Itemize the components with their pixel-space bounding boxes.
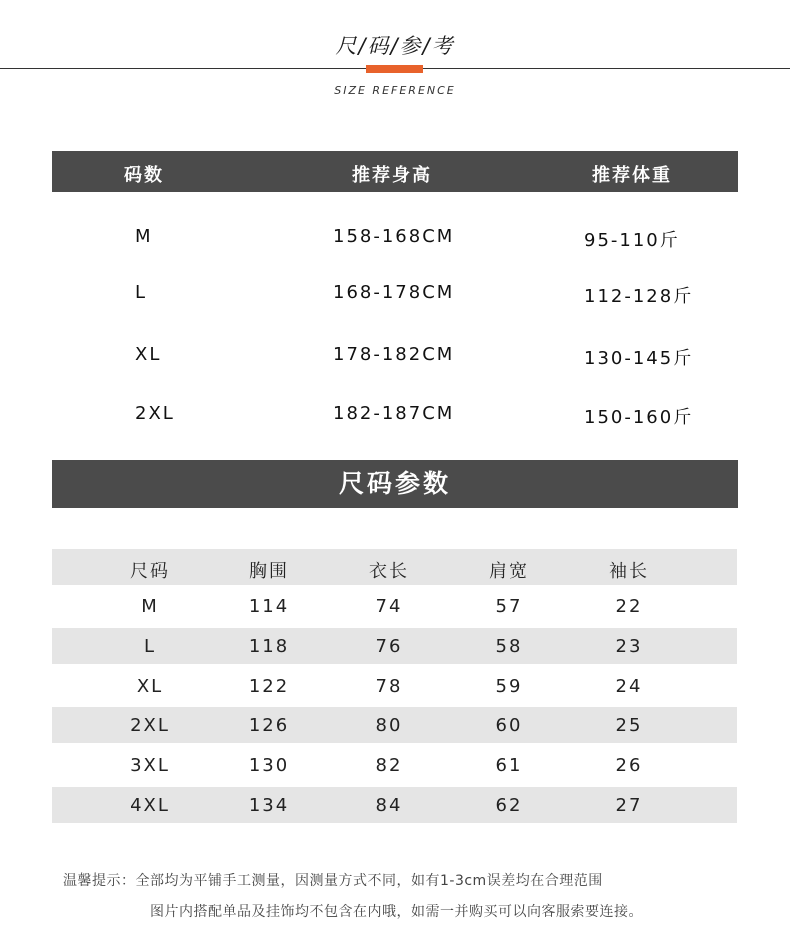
params-cell-sleeve: 22 (615, 596, 643, 617)
params-cell-length: 82 (375, 755, 403, 776)
recommend-header-height: 推荐身高 (352, 165, 432, 186)
params-cell-shoulder: 58 (495, 636, 523, 657)
params-cell-size: XL (136, 676, 164, 697)
params-cell-chest: 126 (248, 715, 290, 736)
params-row (52, 668, 737, 704)
params-table-header (52, 549, 737, 585)
recommend-cell-size: L (135, 282, 148, 303)
recommend-row (52, 342, 738, 368)
params-header-sleeve: 袖长 (609, 561, 649, 582)
params-cell-size: M (141, 596, 159, 617)
header-accent-bar (366, 65, 423, 73)
recommend-header-weight: 推荐体重 (592, 165, 672, 186)
params-header-chest: 胸围 (249, 561, 289, 582)
params-cell-length: 74 (375, 596, 403, 617)
params-cell-length: 78 (375, 676, 403, 697)
recommend-cell-size: XL (135, 344, 162, 365)
params-section-title: 尺码参数 (52, 460, 738, 508)
params-cell-shoulder: 59 (495, 676, 523, 697)
params-header-length: 衣长 (369, 561, 409, 582)
recommend-cell-weight: 95-110斤 (584, 230, 680, 251)
recommend-row (52, 280, 738, 306)
params-cell-length: 80 (375, 715, 403, 736)
params-cell-chest: 130 (248, 755, 290, 776)
page-title: 尺/码/参/考 (335, 34, 455, 58)
recommend-cell-size: M (135, 226, 153, 247)
params-cell-sleeve: 27 (615, 795, 643, 816)
params-cell-sleeve: 24 (615, 676, 643, 697)
recommend-cell-height: 158-168CM (333, 226, 455, 247)
recommend-row (52, 401, 738, 427)
params-row (52, 707, 737, 743)
params-row (52, 628, 737, 664)
recommend-row (52, 224, 738, 250)
params-cell-size: 4XL (130, 795, 170, 816)
params-cell-shoulder: 61 (495, 755, 523, 776)
recommend-header-size: 码数 (124, 165, 164, 186)
note-line-1: 温馨提示：全部均为平铺手工测量，因测量方式不同，如有1-3cm误差均在合理范围 (63, 873, 603, 889)
params-header-size: 尺码 (130, 561, 170, 582)
recommend-cell-weight: 130-145斤 (584, 348, 694, 369)
recommend-cell-weight: 150-160斤 (584, 407, 694, 428)
params-cell-shoulder: 57 (495, 596, 523, 617)
note-line-2: 图片内搭配单品及挂饰均不包含在内哦，如需一并购买可以向客服索要连接。 (150, 904, 643, 920)
recommend-cell-height: 168-178CM (333, 282, 455, 303)
params-cell-size: 2XL (130, 715, 170, 736)
recommend-table-header (52, 151, 738, 192)
params-cell-size: L (143, 636, 157, 657)
params-header-shoulder: 肩宽 (489, 561, 529, 582)
params-cell-chest: 122 (248, 676, 290, 697)
params-row (52, 747, 737, 783)
params-cell-shoulder: 60 (495, 715, 523, 736)
params-cell-chest: 134 (248, 795, 290, 816)
params-cell-sleeve: 26 (615, 755, 643, 776)
recommend-cell-height: 182-187CM (333, 403, 455, 424)
recommend-cell-size: 2XL (135, 403, 175, 424)
params-cell-chest: 114 (248, 596, 290, 617)
recommend-cell-weight: 112-128斤 (584, 286, 694, 307)
params-cell-length: 76 (375, 636, 403, 657)
params-cell-length: 84 (375, 795, 403, 816)
recommend-cell-height: 178-182CM (333, 344, 455, 365)
params-row (52, 787, 737, 823)
params-cell-sleeve: 25 (615, 715, 643, 736)
params-row (52, 588, 737, 624)
params-cell-shoulder: 62 (495, 795, 523, 816)
params-cell-size: 3XL (130, 755, 170, 776)
page-subtitle: SIZE REFERENCE (334, 84, 456, 97)
params-cell-sleeve: 23 (615, 636, 643, 657)
params-cell-chest: 118 (248, 636, 290, 657)
